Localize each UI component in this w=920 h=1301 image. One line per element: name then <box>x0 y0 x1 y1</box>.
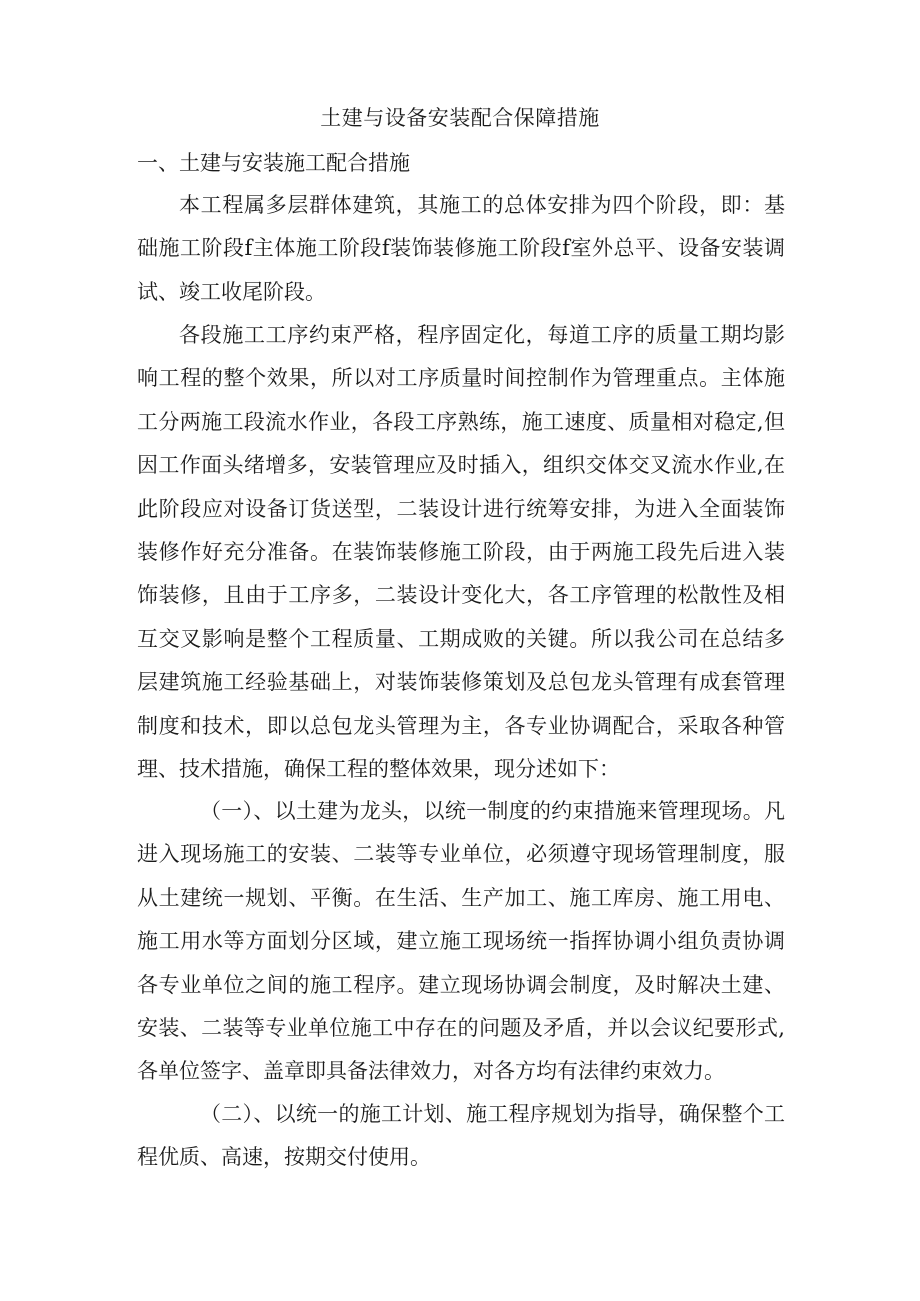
paragraph-process-control: 各段施工工序约束严格，程序固定化，每道工序的质量工期均影响工程的整个效果，所以对工序质量时间控制作为管理重点。主体施工分两施工段流水作业，各段工序熟练，施工速度、质量相对稳定,但因工作面头绪增多，安装管理应及时插入，组织交体交叉流水作业,在此阶段应对设备订货送型，二装设计进行统筹安排，为进入全面装饰装修作好充分准备。在装饰装修施工阶段，由于两施工段先后进入装饰装修，且由于工序多，二装设计变化大，各工序管理的松散性及相互交叉影响是整个工程质量、工期成败的关键。所以我公司在总结多层建筑施工经验基础上，对装饰装修策划及总包龙头管理有成套管理制度和技术，即以总包龙头管理为主，各专业协调配合，采取各种管理、技术措施，确保工程的整体效果，现分述如下： <box>137 323 785 782</box>
paragraph-measure-two: （二）、以统一的施工计划、施工程序规划为指导，确保整个工程优质、高速，按期交付使用。 <box>137 1102 785 1170</box>
paragraph-measure-one: （一）、以土建为龙头，以统一制度的约束措施来管理现场。凡进入现场施工的安装、二装等专业单位，必须遵守现场管理制度，服从土建统一规划、平衡。在生活、生产加工、施工库房、施工用电、施工用水等方面划分区域，建立施工现场统一指挥协调小组负责协调各专业单位之间的施工程序。建立现场协调会制度，及时解决土建、安装、二装等专业单位施工中存在的问题及矛盾，并以会议纪要形式,各单位签字、盖章即具备法律效力，对各方均有法律约束效力。 <box>137 799 785 1084</box>
paragraph-overview: 本工程属多层群体建筑，其施工的总体安排为四个阶段，即：基础施工阶段f主体施工阶段f装饰装修施工阶段f室外总平、设备安装调试、竣工收尾阶段。 <box>137 193 785 304</box>
section-heading: 一、土建与安装施工配合措施 <box>137 151 410 175</box>
document-title: 土建与设备安装配合保障措施 <box>320 106 600 130</box>
